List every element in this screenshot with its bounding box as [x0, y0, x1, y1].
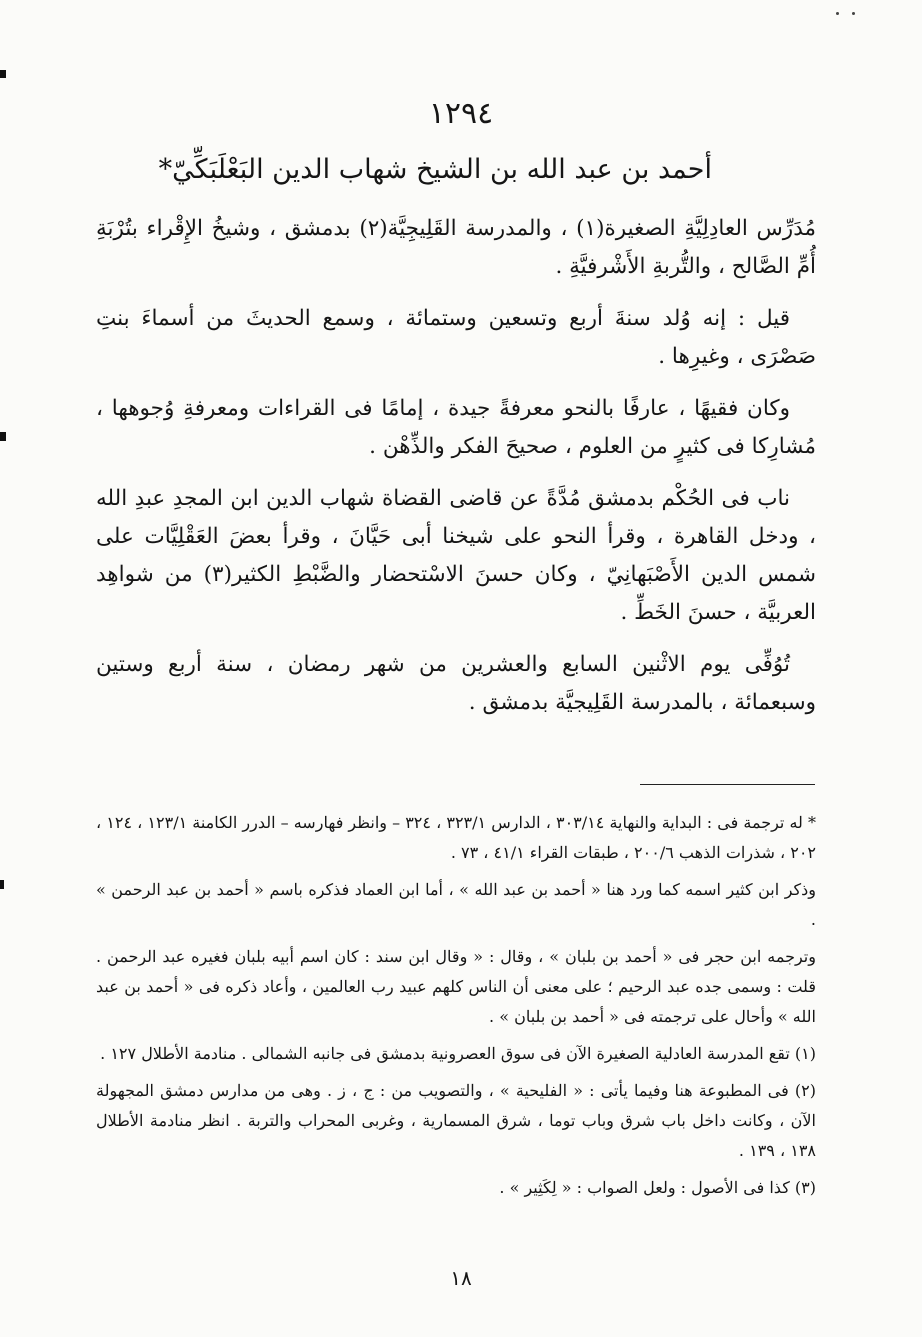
scan-speck [852, 12, 855, 15]
paragraph: قيل : إنه وُلد سنةَ أربع وتسعين وستمائة ، وسمع الحديثَ من أسماءَ بنتِ صَصْرَى ، وغيرِها . [96, 306, 816, 369]
entry-number: ١٢٩٤ [428, 96, 494, 131]
biography-text [96, 210, 816, 736]
entry-title: أحمد بن عبد الله بن الشيخ شهاب الدين البَعْلَبَكِّيّ* [158, 154, 712, 185]
footnote: (٣) كذا فى الأصول : ولعل الصواب : « لِكَثِير » . [499, 1178, 816, 1197]
page-number: ١٨ [450, 1266, 472, 1290]
scan-edge-mark [0, 70, 6, 78]
paragraph: وكان فقيهًا ، عارفًا بالنحو معرفةً جيدة ، إمامًا فى القراءات ومعرفةِ وُجوهها ، مُشارِكا فى كثيرٍ من العلوم ، صحيحَ الفكر والذِّهْن . [96, 396, 816, 459]
paragraph: ناب فى الحُكْم بدمشق مُدَّةً عن قاضى القضاة شهاب الدين ابن المجدِ عبدِ الله ، ودخل القاهرة ، وقرأ النحو على شيخنا أبى حَيَّانَ ، وقرأ بعضَ العَقْلِيَّات على شمس الدين الأَصْبَهانِيّ ، وكان حسنَ الاسْتحضار والضَّبْطِ الكثير(٣) من شواهِد العربيَّة ، حسنَ الخَطِّ . [96, 486, 816, 625]
footnote: (٢) فى المطبوعة هنا وفيما يأتى : « الفليحية » ، والتصويب من : ج ، ز . وهى من مدارس دمشق المجهولة الآن ، وكانت داخل باب شرق وباب توما ، شرق المسمارية ، وغربى المحراب والتربة . انظر منادمة الأطلال ١٣٨ ، ١٣٩ . [96, 1081, 816, 1160]
scan-edge-mark [0, 880, 4, 889]
footnote: (١) تقع المدرسة العادلية الصغيرة الآن فى سوق العصرونية بدمشق فى جانبه الشمالى . منادمة الأطلال ١٢٧ . [100, 1044, 816, 1063]
paragraph: تُوُفِّى يوم الاثْنين السابع والعشرين من شهر رمضان ، سنة أربع وستين وسبعمائة ، بالمدرسة القَلِيجيَّة بدمشق . [96, 652, 816, 715]
footnote-separator [640, 784, 815, 785]
scan-speck [836, 12, 839, 15]
footnote: وذكر ابن كثير اسمه كما ورد هنا « أحمد بن عبد الله » ، أما ابن العماد فذكره باسم « أحمد بن عبد الرحمن » . [96, 880, 816, 929]
footnotes [96, 808, 816, 1210]
paragraph: مُدَرِّس العادِلِيَّةِ الصغيرة(١) ، والمدرسة القَلِيجِيَّة(٢) بدمشق ، وشيخُ الإِقْراء بتُرْبَةِ أُمِّ الصَّالح ، والتُّربةِ الأَشْرفيَّةِ . [96, 216, 816, 279]
scan-edge-mark [0, 432, 6, 441]
footnote: وترجمه ابن حجر فى « أحمد بن بلبان » ، وقال : « وقال ابن سند : كان اسم أبيه بلبان فغيره عبد الرحمن . قلت : وسمى جده عبد الرحيم ؛ على معنى أن الناس كلهم عبيد رب العالمين ، وأعاد ذكره فى « أحمد بن عبد الله » وأحال على ترجمته فى « أحمد بن بلبان » . [96, 947, 816, 1026]
footnote: * له ترجمة فى : البداية والنهاية ٣٠٣/١٤ ، الدارس ٣٢٣/١ ، ٣٢٤ – وانظر فهارسه – الدرر الكامنة ١٢٣/١ ، ١٢٤ ، ٢٠٢ ، شذرات الذهب ٢٠٠/٦ ، طبقات القراء ٤١/١ ، ٧٣ . [96, 813, 817, 862]
